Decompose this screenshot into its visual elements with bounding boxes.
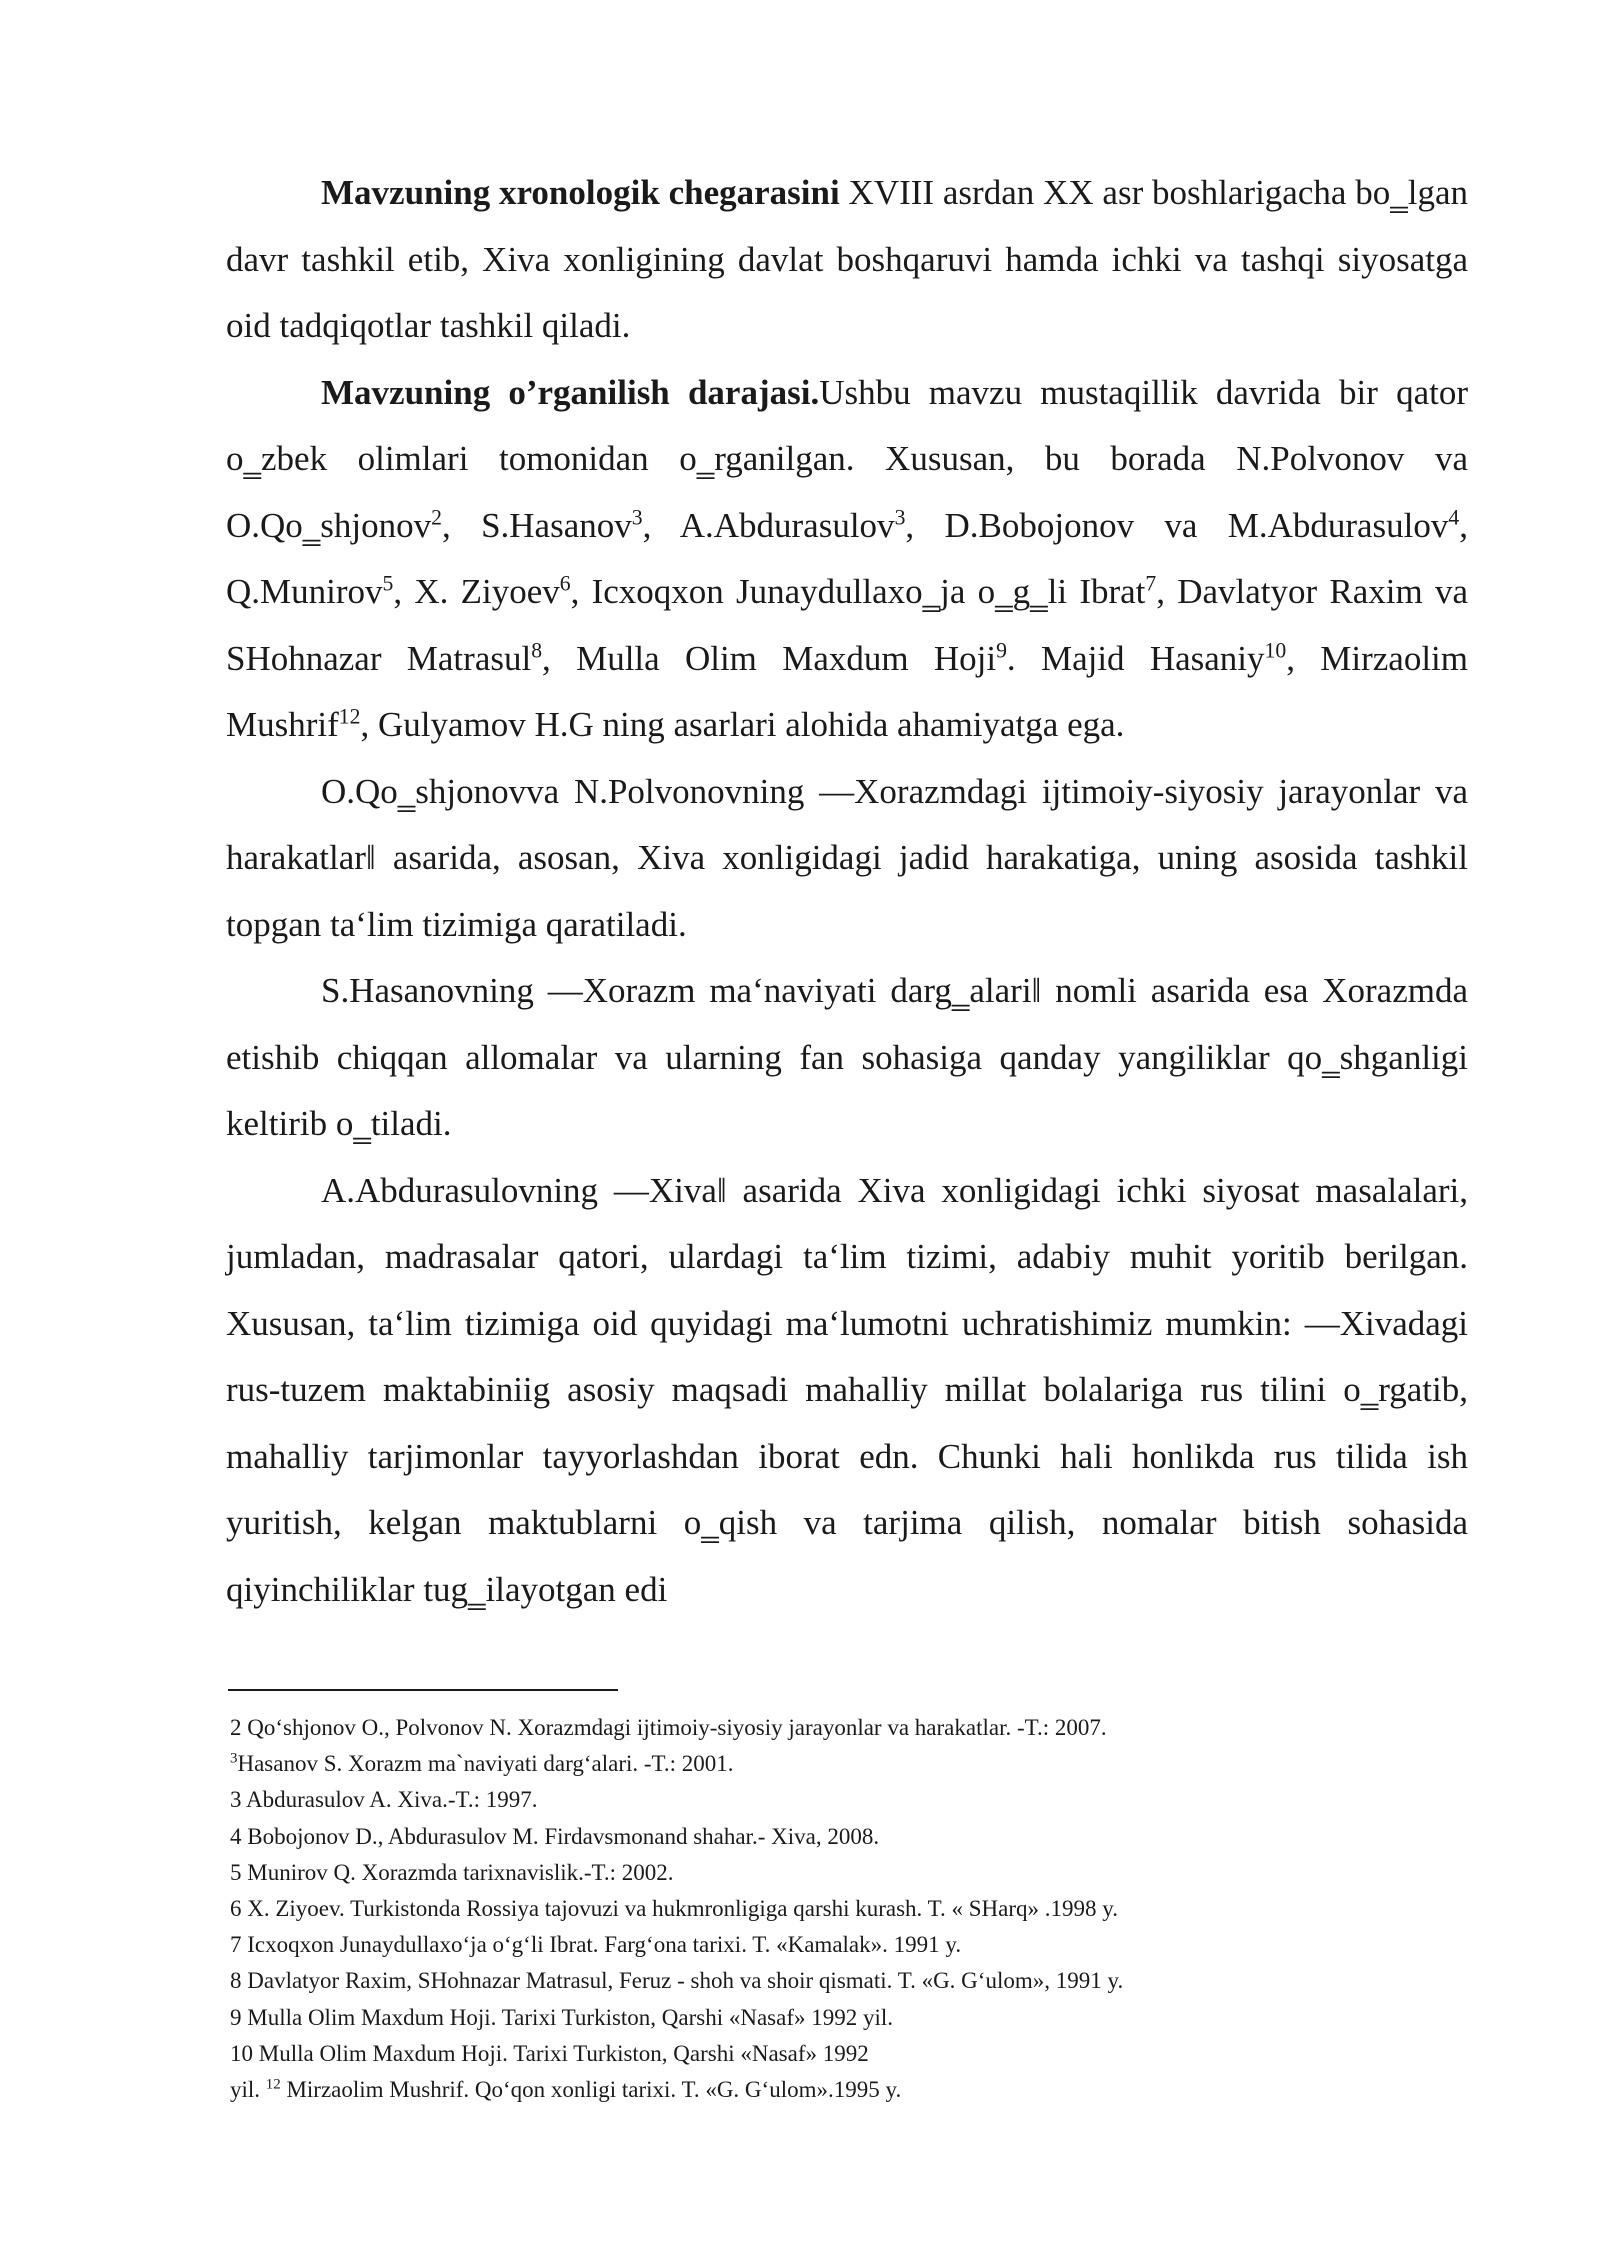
paragraph-chronology — [226, 160, 1468, 360]
paragraph-qoshjonov: O.Qo‗shjonovva N.Polvonovning ―Xorazmdagi ijtimoiy-siyosiy jarayonlar va harakatlar‖ asarida, asosan, Xiva xonligidagi jadid harakatiga, uning asosida tashkil topgan ta‘lim tizimiga qaratiladi. — [226, 771, 1468, 944]
footnote-item — [230, 1746, 1470, 1782]
footnote-item: 9 Mulla Olim Maxdum Hoji. Tarixi Turkiston, Qarshi «Nasaf» 1992 yil. — [230, 2004, 894, 2030]
paragraph-text: Ushbu mavzu mustaqillik davrida bir qator o‗zbek olimlari tomonidan o‗rganilgan. Xususan, bu borada N.Polvonov va O.Qo‗shjonov — [226, 372, 1468, 545]
paragraph-heading: Mavzuning xronologik chegarasini — [321, 173, 840, 212]
footnote-text: Hasanov S. Xorazm ma`naviyati darg‘alari. -T.: 2001. — [237, 1751, 734, 1777]
paragraph-text: , D.Bobojonov va M.Abdurasulov — [905, 505, 1449, 545]
paragraph-hasanov: S.Hasanovning ―Xorazm ma‘naviyati darg‗alari‖ nomli asarida esa Xorazmda etishib chiqqan allomalar va ularning fan sohasiga qanday yangiliklar qo‗shganligi keltirib o‗tiladi. — [226, 971, 1468, 1143]
footnote-ref[interactable]: 7 — [1145, 571, 1157, 596]
footnote-item: 7 Icxoqxon Junaydullaxo‘ja o‘g‘li Ibrat. Farg‘ona tarixi. T. «Kamalak». 1991 y. — [230, 1932, 962, 1958]
footnote-item: 4 Bobojonov D., Abdurasulov M. Firdavsmonand shahar.- Xiva, 2008. — [230, 1823, 880, 1849]
footnote-ref[interactable]: 3 — [631, 504, 643, 529]
footnote-ref[interactable]: 4 — [1448, 504, 1460, 529]
footnote-ref[interactable]: 2 — [431, 504, 442, 529]
paragraph-text: , Icxoqxon Junaydullaxo‗ja o‗g‗li Ibrat — [570, 572, 1146, 611]
paragraph-text: XVIII asrdan XX asr boshlarigacha bo‗lgan davr tashkil etib, Xiva xonligining davlat boshqaruvi hamda ichki va tashqi siyosatga oid tadqiqotlar tashkil qiladi. — [226, 173, 1468, 345]
footnote-number: 12 — [265, 2076, 281, 2093]
footnote-ref[interactable]: 12 — [338, 704, 361, 729]
paragraph-abdurasulov: A.Abdurasulovning ―Xiva‖ asarida Xiva xonligidagi ichki siyosat masalalari, jumladan, madrasalar qatori, ulardagi ta‘lim tizimi, adabiy muhit yoritib berilgan. Xususan, ta‘lim tizimiga oid quyidagi ma‘lumotni uchratishimiz mumkin: ―Xivadagi rus-tuzem maktabiniig asosiy maqsadi mahalliy millat bolalariga rus tilini o‗rgatib, mahalliy tarjimonlar tayyorlashdan iborat edn. Chunki hali honlikda rus tilida ish yuritish, kelgan maktublarni o‗qish va tarjima qilish, nomalar bitish sohasida qiyinchiliklar tug‗ilayotgan edi — [226, 1170, 1468, 1609]
footnote-ref[interactable]: 6 — [559, 571, 571, 596]
body-text — [226, 160, 1468, 1623]
footnotes — [230, 1710, 1470, 2108]
footnote-item: 10 Mulla Olim Maxdum Hoji. Tarixi Turkiston, Qarshi «Nasaf» 1992 — [230, 2040, 869, 2066]
footnote-item: 6 X. Ziyoev. Turkistonda Rossiya tajovuzi va hukmronligiga qarshi kurash. T. « SHarq» .1998 y. — [230, 1896, 1118, 1922]
paragraph-text: , Mirzaolim Mushrif — [226, 638, 1468, 744]
footnote-separator — [228, 1689, 618, 1691]
paragraph-text: , Davlatyor Raxim va SHohnazar Matrasul — [226, 572, 1469, 678]
footnote-ref[interactable]: 9 — [996, 637, 1007, 662]
footnote-ref[interactable]: 10 — [1264, 637, 1287, 662]
footnote-item: 2 Qo‘shjonov O., Polvonov N. Xorazmdagi ijtimoiy-siyosiy jarayonlar va harakatlar. -T.: 2007. — [230, 1715, 1107, 1740]
footnote-number: 3 — [230, 1750, 238, 1767]
footnote-ref[interactable]: 3 — [894, 504, 906, 529]
footnote-text: Mirzaolim Mushrif. Qo‘qon xonligi tarixi. T. «G. G‘ulom».1995 y. — [280, 2077, 902, 2103]
footnote-item: 3 Abdurasulov A. Xiva.-T.: 1997. — [230, 1787, 538, 1813]
paragraph-text: , S.Hasanov — [442, 505, 632, 545]
paragraph-heading: Mavzuning o’rganilish darajasi. — [321, 372, 820, 412]
paragraph-text: , A.Abdurasulov — [642, 505, 895, 545]
footnote-item: 5 Munirov Q. Xorazmda tarixnavislik.-T.: 2002. — [230, 1859, 674, 1885]
paragraph-text: , X. Ziyoev — [393, 572, 560, 611]
paragraph-study-level — [226, 360, 1468, 759]
paragraph-text: . Majid Hasaniy — [1006, 638, 1265, 678]
paragraph-text: , Mulla Olim Maxdum Hoji — [542, 638, 997, 678]
footnote-ref[interactable]: 5 — [382, 571, 394, 596]
paragraph-text: , Gulyamov H.G ning asarlari alohida ahamiyatga ega. — [360, 705, 1125, 744]
footnote-item: 8 Davlatyor Raxim, SHohnazar Matrasul, Feruz - shoh va shoir qismati. T. «G. G‘ulom», 1991 y. — [230, 1968, 1124, 1994]
footnote-text: yil. — [230, 2077, 266, 2103]
footnote-ref[interactable]: 8 — [531, 637, 543, 662]
footnote-item — [230, 2072, 1470, 2108]
paragraph-text: , Q.Munirov — [226, 505, 1468, 611]
